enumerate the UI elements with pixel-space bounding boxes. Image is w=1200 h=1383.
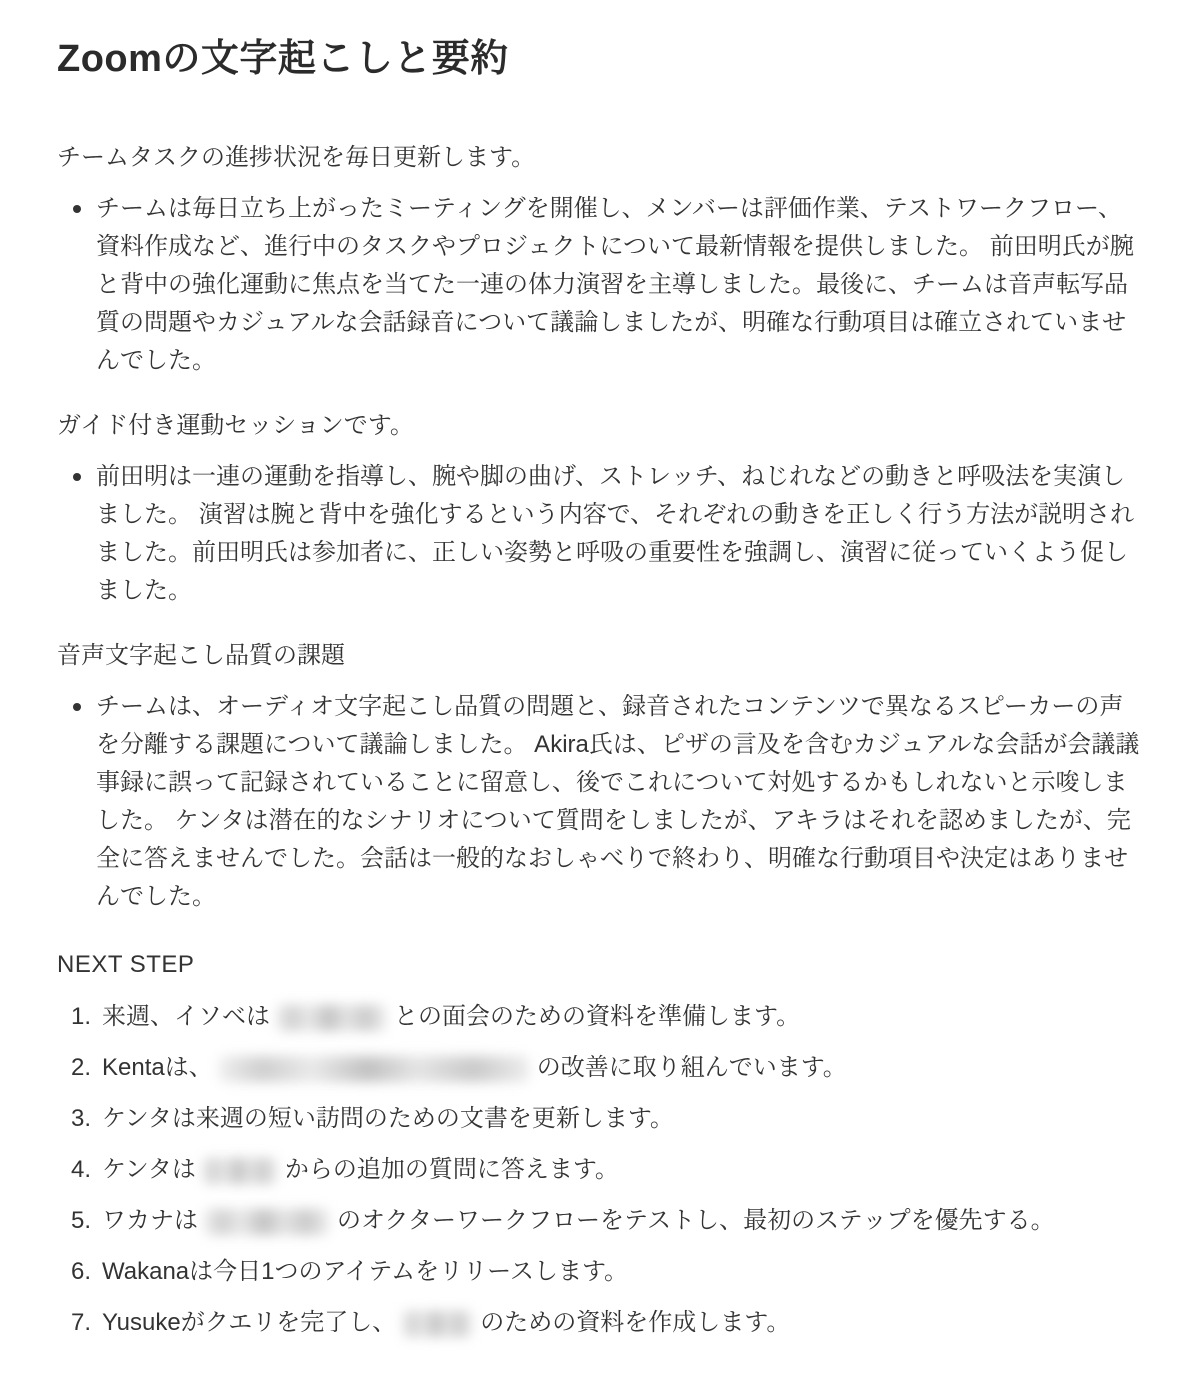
item-number: 2. <box>70 1054 91 1081</box>
redacted-blur <box>276 1005 386 1031</box>
bullet-text: チームは毎日立ち上がったミーティングを開催し、メンバーは評価作業、テストワークフロー、資料作成など、進行中のタスクやプロジェクトについて最新情報を提供しました。 前田明氏が腕と背中の強化運動に焦点を当てた一連の体力演習を主導しました。最後に、チームは音声転写品質の問題やカジュアルな会話録音について議論しましたが、明確な行動項目は確立されていませんでした。 <box>96 195 1134 374</box>
next-step-item-4 <box>57 1155 1142 1185</box>
item-text-before: Yusukeがクエリを完了し、 <box>102 1309 397 1336</box>
item-text <box>102 1155 1142 1185</box>
item-text <box>102 1206 1142 1236</box>
bullet-icon <box>73 205 81 213</box>
item-text <box>102 1257 1142 1287</box>
item-number: 5. <box>70 1207 91 1234</box>
list-item <box>57 688 1142 916</box>
section-heading-exercise-session: ガイド付き運動セッションです。 <box>57 412 414 439</box>
item-text-before: Wakanaは今日1つのアイテムをリリースします。 <box>102 1258 629 1285</box>
bullet-icon <box>73 473 81 481</box>
list-item <box>57 190 1142 380</box>
item-text-after: の改善に取り組んでいます。 <box>536 1054 847 1081</box>
bullet-icon <box>73 703 81 711</box>
item-number: 1. <box>70 1003 91 1030</box>
redacted-blur <box>402 1311 472 1337</box>
redacted-blur <box>204 1209 329 1235</box>
item-text-after: のための資料を作成します。 <box>480 1309 791 1336</box>
redacted-blur <box>219 1056 529 1082</box>
bullet-text: チームは、オーディオ文字起こし品質の問題と、録音されたコンテンツで異なるスピーカーの声を分離する課題について議論しました。 Akira氏は、ピザの言及を含むカジュアルな会話が会議議事録に誤って記録されていることに留意し、後でこれについて対処するかもしれないと示唆しました。 ケンタは潜在的なシナリオについて質問をしましたが、アキラはそれを認めましたが、完全に答えませんでした。会話は一般的なおしゃべりで終わり、明確な行動項目や決定はありませんでした。 <box>96 693 1140 910</box>
next-step-heading: NEXT STEP <box>57 951 195 978</box>
page-title: Zoomの文字起こしと要約 <box>57 38 509 80</box>
item-number: 3. <box>70 1105 91 1132</box>
next-step-item-1 <box>57 1002 1142 1032</box>
item-number: 4. <box>70 1156 91 1183</box>
item-text-before: Kentaは、 <box>102 1054 213 1081</box>
next-step-list <box>57 1002 1142 1338</box>
item-text-before: ワカナは <box>102 1207 198 1234</box>
item-text-before: 来週、イソベは <box>102 1003 270 1030</box>
bullet-list <box>57 688 1142 916</box>
bullet-list <box>57 458 1142 610</box>
section-heading-transcription-quality: 音声文字起こし品質の課題 <box>57 642 345 669</box>
item-number: 6. <box>70 1258 91 1285</box>
next-step-item-7 <box>57 1308 1142 1338</box>
next-step-item-2 <box>57 1053 1142 1083</box>
list-item <box>57 458 1142 610</box>
item-number: 7. <box>70 1309 91 1336</box>
next-step-item-5 <box>57 1206 1142 1236</box>
next-step-item-6 <box>57 1257 1142 1287</box>
item-text <box>102 1002 1142 1032</box>
section-heading-daily-updates: チームタスクの進捗状況を毎日更新します。 <box>57 144 536 171</box>
redacted-blur <box>202 1158 277 1184</box>
item-text-after: のオクターワークフローをテストし、最初のステップを優先する。 <box>337 1207 1055 1234</box>
item-text-after: との面会のための資料を準備します。 <box>394 1003 801 1030</box>
bullet-text: 前田明は一連の運動を指導し、腕や脚の曲げ、ストレッチ、ねじれなどの動きと呼吸法を実演しました。 演習は腕と背中を強化するという内容で、それぞれの動きを正しく行う方法が説明されました。前田明氏は参加者に、正しい姿勢と呼吸の重要性を強調し、演習に従っていくよう促しました。 <box>96 463 1135 604</box>
item-text-before: ケンタは来週の短い訪問のための文書を更新します。 <box>102 1105 674 1132</box>
next-step-item-3 <box>57 1104 1142 1134</box>
item-text-after: からの追加の質問に答えます。 <box>284 1156 619 1183</box>
bullet-list <box>57 190 1142 380</box>
item-text-before: ケンタは <box>102 1156 196 1183</box>
item-text <box>102 1104 1142 1134</box>
item-text <box>102 1053 1142 1083</box>
item-text <box>102 1308 1142 1338</box>
